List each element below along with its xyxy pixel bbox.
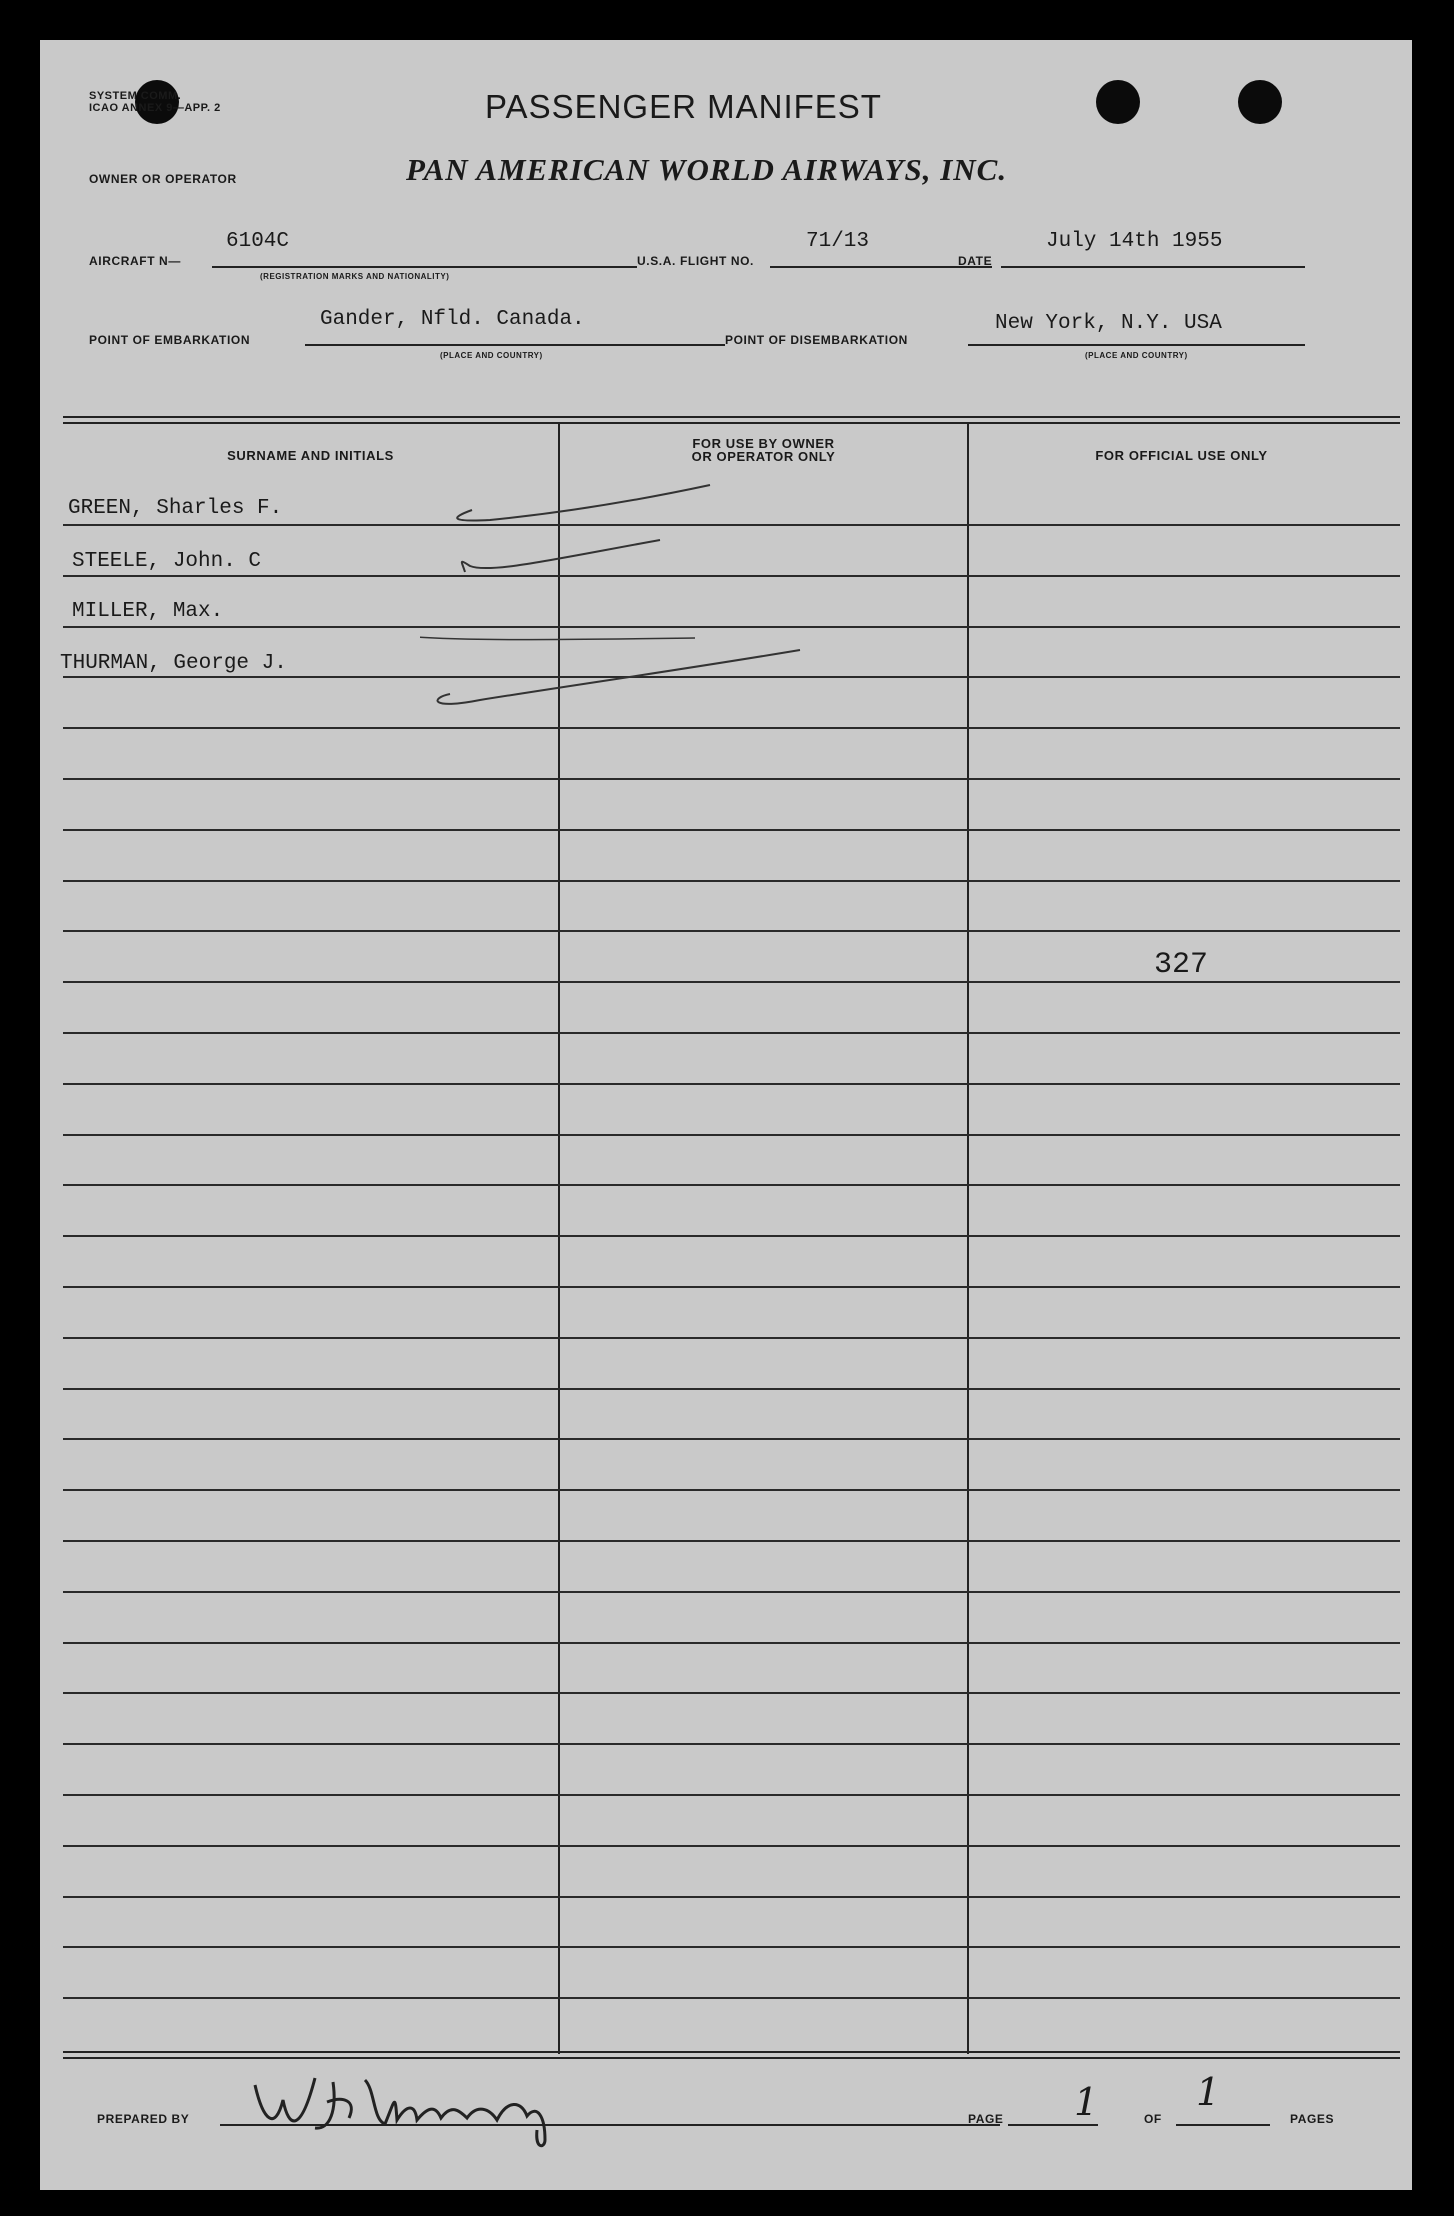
passenger-name: THURMAN, George J.: [60, 652, 287, 675]
of-label: OF: [1144, 2112, 1162, 2126]
punch-hole: [1238, 80, 1282, 124]
table-rule: [63, 1134, 1400, 1136]
column-divider: [967, 424, 969, 2054]
date-label: DATE: [958, 254, 993, 268]
of-fill-line: [1176, 2124, 1270, 2126]
table-rule: [63, 1388, 1400, 1390]
form-code-line: SYSTEM COMM.: [89, 90, 182, 102]
column-header-owner-use: [560, 437, 967, 463]
column-header-official-use: FOR OFFICIAL USE ONLY: [1095, 448, 1268, 463]
table-rule: [63, 1642, 1400, 1644]
table-rule: [63, 1591, 1400, 1593]
embarkation-sublabel: (PLACE AND COUNTRY): [440, 351, 543, 360]
passenger-name: STEELE, John. C: [72, 550, 262, 573]
table-rule: [63, 1438, 1400, 1440]
table-rule: [63, 1794, 1400, 1796]
table-rule: [63, 1083, 1400, 1085]
table-rule: [63, 1032, 1400, 1034]
page-title: PASSENGER MANIFEST: [485, 88, 882, 125]
table-rule: [63, 1743, 1400, 1745]
flight-label: FLIGHT NO.: [680, 254, 754, 268]
pages-label: PAGES: [1290, 2112, 1335, 2126]
table-rule: [63, 880, 1400, 882]
prepared-by-label: PREPARED BY: [97, 2112, 190, 2126]
table-rule: [63, 1235, 1400, 1237]
date-fill-line: [1001, 266, 1305, 268]
table-rule: [63, 1540, 1400, 1542]
passenger-name: GREEN, Sharles F.: [68, 497, 283, 520]
signature: [245, 2060, 605, 2150]
table-rule: [63, 1946, 1400, 1948]
form-code-line: ICAO ANNEX 9—APP. 2: [89, 102, 221, 114]
table-rule: [63, 930, 1400, 932]
table-rule: [63, 727, 1400, 729]
check-marks: [420, 470, 850, 720]
table-rule: [63, 1286, 1400, 1288]
embarkation-place: Gander, Nfld. Canada.: [320, 308, 585, 331]
flight-date: July 14th 1955: [1046, 230, 1223, 253]
total-pages: 1: [1196, 2070, 1221, 2114]
manifest-sheet: [40, 40, 1412, 2190]
passenger-name: MILLER, Max.: [72, 600, 224, 623]
table-rule: [63, 1692, 1400, 1694]
aircraft-sublabel: (REGISTRATION MARKS AND NATIONALITY): [260, 272, 450, 281]
table-rule: [63, 1896, 1400, 1898]
table-rule: [63, 1997, 1400, 1999]
official-note: 327: [1154, 948, 1209, 982]
page-fill-line: [1008, 2124, 1098, 2126]
table-rule: [63, 1184, 1400, 1186]
aircraft-fill-line: [212, 266, 637, 268]
table-bottom-rule: [63, 2051, 1400, 2059]
table-rule: [63, 1337, 1400, 1339]
table-rule: [63, 1845, 1400, 1847]
embarkation-label: POINT OF EMBARKATION: [89, 333, 251, 347]
aircraft-label: AIRCRAFT N—: [89, 254, 181, 268]
column-header-line: FOR USE BY OWNER: [692, 436, 835, 451]
table-rule: [63, 829, 1400, 831]
aircraft-nationality: U.S.A.: [637, 254, 676, 268]
owner-name: PAN AMERICAN WORLD AIRWAYS, INC.: [406, 152, 1008, 187]
disembarkation-place: New York, N.Y. USA: [995, 312, 1222, 335]
column-header-surname: SURNAME AND INITIALS: [227, 448, 394, 463]
disembarkation-label: POINT OF DISEMBARKATION: [725, 333, 908, 347]
disembarkation-sublabel: (PLACE AND COUNTRY): [1085, 351, 1188, 360]
disembarkation-fill-line: [968, 344, 1305, 346]
owner-label: OWNER OR OPERATOR: [89, 172, 237, 186]
table-rule: [63, 1489, 1400, 1491]
table-top-rule: [63, 416, 1400, 424]
embarkation-fill-line: [305, 344, 725, 346]
column-header-line: OR OPERATOR ONLY: [691, 449, 836, 464]
page-label: PAGE: [968, 2112, 1004, 2126]
punch-hole: [1096, 80, 1140, 124]
page-number: 1: [1074, 2080, 1099, 2124]
flight-number: 71/13: [806, 230, 870, 253]
aircraft-registration: 6104C: [226, 230, 290, 253]
form-code: [89, 90, 221, 114]
table-rule: [63, 778, 1400, 780]
